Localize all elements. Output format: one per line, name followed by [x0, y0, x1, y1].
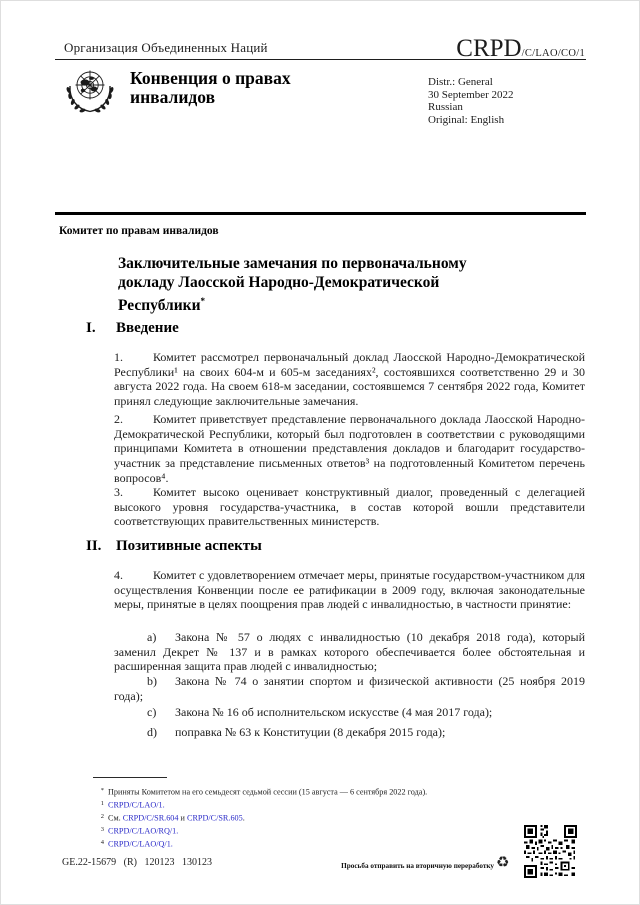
section-heading-introduction	[86, 320, 179, 337]
list-item-text: поправка № 63 к Конституции (8 декабря 2015 года);	[175, 725, 446, 739]
distr-block	[428, 76, 514, 126]
list-marker: c)	[147, 705, 157, 719]
paragraph-2	[114, 412, 585, 486]
list-item-text: Закона № 74 о занятии спортом и физической активности (25 ноября 2019 года);	[114, 674, 585, 703]
distr-line: Distr.: General	[428, 76, 493, 88]
paragraph-1	[114, 350, 585, 409]
document-title	[118, 255, 470, 316]
language-line: Russian	[428, 101, 463, 113]
list-item-a	[114, 630, 585, 674]
paragraph-4	[114, 568, 585, 612]
list-item-c	[114, 705, 585, 720]
footnote-1	[93, 798, 523, 811]
footnote-link[interactable]: CRPD/C/SR.605	[186, 813, 243, 823]
section-label: Позитивные аспекты	[116, 538, 262, 554]
footnote-divider	[93, 777, 167, 778]
paragraph-text: Комитет приветствует представление первоначального доклада Лаосской Народно-Демократической Республики, который был подготовлен в соответствии с руководящими принципами Комитета в отношении представления докладов и благодарит государство-участник за представление письменных ответов³ на подготовленный Комитетом перечень вопросов⁴.	[114, 412, 585, 485]
list-item-text: Закона № 16 об исполнительском искусстве (4 мая 2017 года);	[175, 705, 493, 719]
committee-name: Комитет по правам инвалидов	[59, 225, 219, 237]
recycle-notice: Просьба отправить на вторичную переработку	[341, 862, 494, 870]
footnote-marker: 2	[100, 813, 104, 820]
list-item-b	[114, 674, 585, 703]
footnote-marker: 4	[100, 839, 104, 846]
footnote-link[interactable]: CRPD/C/SR.604	[122, 813, 179, 823]
original-line: Original: English	[428, 113, 505, 126]
paragraph-number: 2.	[114, 412, 123, 426]
ge-document-number: GE.22-15679 (R) 120123 130123	[62, 857, 212, 868]
footnote-text: и	[178, 813, 187, 823]
paragraph-number: 4.	[114, 568, 123, 582]
paragraph-number: 3.	[114, 485, 123, 499]
recycle-icon: ♻	[496, 853, 510, 871]
footnote-link[interactable]: CRPD/C/LAO/1.	[108, 800, 165, 810]
document-symbol-main: CRPD	[456, 35, 522, 62]
org-name: Организация Объединенных Наций	[64, 40, 268, 55]
header-rule	[55, 59, 586, 60]
list-marker: a)	[147, 630, 157, 644]
paragraph-text: Комитет с удовлетворением отмечает меры, принятые государством-участником для осуществления Конвенции после ее ратификации в 2009 году, включая законодательные меры, принятые в целях поощрения прав людей с инвалидностью, в частности принятие:	[114, 568, 585, 612]
footnote-2	[93, 811, 523, 824]
section-heading-positive-aspects	[86, 538, 262, 555]
section-label: Введение	[116, 320, 179, 336]
list-marker: b)	[147, 674, 157, 688]
footnote-link[interactable]: CRPD/C/LAO/RQ/1.	[108, 826, 179, 836]
section-number: II.	[86, 538, 102, 554]
document-symbol-suffix: /C/LAO/CO/1	[521, 48, 585, 59]
footnote-4	[93, 837, 523, 850]
footnote-3	[93, 824, 523, 837]
footnote-text: Приняты Комитетом на его семьдесят седьмой сессии (15 августа — 6 сентября 2022 года).	[108, 787, 428, 797]
document-symbol	[456, 36, 585, 61]
paragraph-number: 1.	[114, 350, 123, 364]
paragraph-3	[114, 485, 585, 529]
document-title-text: Заключительные замечания по первоначальному докладу Лаосской Народно-Демократической Республики	[118, 255, 467, 314]
section-number: I.	[86, 320, 96, 336]
list-marker: d)	[147, 725, 157, 739]
footnote-text: См.	[108, 813, 123, 823]
footnote-marker: 3	[100, 826, 104, 833]
section-divider-bar	[55, 212, 586, 215]
footnote-marker: 1	[100, 800, 104, 807]
paragraph-text: Комитет рассмотрел первоначальный доклад Лаосской Народно-Демократической Республики¹ на своих 604-м и 605-м заседаниях², состоявшихся соответственно 29 и 30 августа 2022 года. На своем 618-м заседании, состоявшемся 7 сентября 2022 года, Комитет принял следующие заключительные замечания.	[114, 350, 585, 409]
paragraph-text: Комитет высоко оценивает конструктивный диалог, проведенный с делегацией высокого уровня государства-участника, в состав которой вошли представители соответствующих правительственных министерств.	[114, 485, 585, 529]
footnote-text: .	[242, 813, 245, 823]
masthead-title: Конвенция о правах инвалидов	[130, 68, 291, 107]
title-footnote-marker: *	[200, 296, 206, 306]
date-line: 30 September 2022	[428, 88, 514, 101]
footnotes	[93, 785, 523, 850]
footnote-link[interactable]: CRPD/C/LAO/Q/1.	[108, 839, 173, 849]
list-item-d	[114, 725, 585, 740]
list-item-text: Закона № 57 о людях с инвалидностью (10 декабря 2018 года), который заменил Декрет № 137 и в рамках которого обеспечивается более обстоятельная и расширенная защита прав людей с инвалидностью;	[114, 630, 585, 674]
footnote-star	[93, 785, 523, 798]
qr-code	[524, 825, 577, 878]
footnote-marker: *	[100, 787, 104, 794]
un-emblem-icon	[61, 66, 119, 117]
